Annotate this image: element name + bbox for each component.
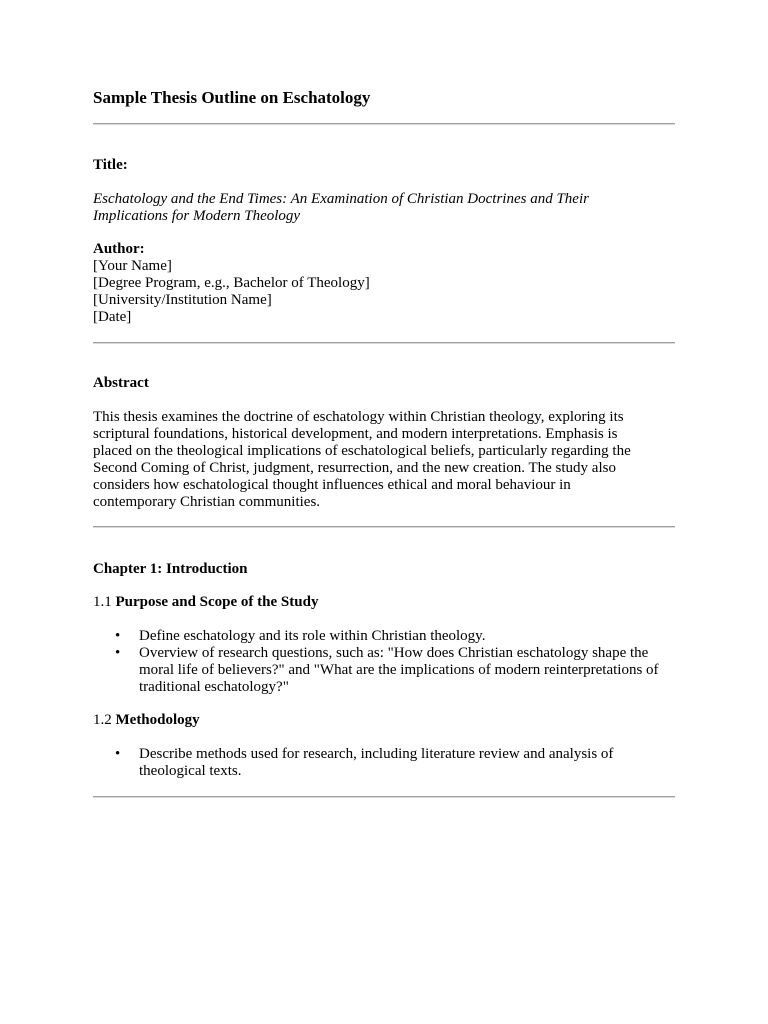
author-block — [93, 241, 675, 326]
date-placeholder: [Date] — [93, 309, 132, 325]
section-1-2-bullets — [93, 746, 675, 780]
horizontal-rule — [93, 796, 675, 798]
abstract-heading: Abstract — [93, 375, 149, 391]
bullet-icon: • — [115, 746, 121, 762]
list-item — [93, 746, 675, 780]
section-1-1-heading — [93, 594, 675, 611]
section-number: 1.2 — [93, 712, 112, 728]
section-1-1-bullets — [93, 628, 675, 696]
horizontal-rule — [93, 123, 675, 125]
list-item-text: Define eschatology and its role within Christian theology. — [139, 628, 486, 644]
abstract-text: This thesis examines the doctrine of eschatology within Christian theology, exploring its scriptural foundations, historical development, and modern interpretations. Emphasis is placed on the theological implications of eschatological beliefs, particularly regarding the Second Coming of Christ, judgment, resurrection, and the new creation. The study also considers how eschatological thought influences ethical and moral behaviour in contemporary Christian communities. — [93, 409, 631, 510]
author-heading: Author: — [93, 241, 145, 257]
horizontal-rule — [93, 526, 675, 528]
chapter-1-heading: Chapter 1: Introduction — [93, 561, 248, 577]
section-1-2-heading — [93, 712, 675, 729]
thesis-title-text: Eschatology and the End Times: An Examination of Christian Doctrines and Their Implications for Modern Theology — [93, 191, 589, 224]
bullet-icon: • — [115, 645, 121, 661]
degree-program-placeholder: [Degree Program, e.g., Bachelor of Theology] — [93, 275, 370, 291]
list-item — [93, 645, 675, 696]
title-heading: Title: — [93, 157, 128, 173]
section-number: 1.1 — [93, 594, 112, 610]
list-item-text: Overview of research questions, such as: "How does Christian eschatology shape the moral life of believers?" and "What are the implications of modern reinterpretations of traditional eschatology?" — [139, 645, 659, 695]
list-item — [93, 628, 675, 645]
author-name-placeholder: [Your Name] — [93, 258, 172, 274]
list-item-text: Describe methods used for research, including literature review and analysis of theological texts. — [139, 746, 614, 779]
section-title: Methodology — [115, 712, 200, 728]
bullet-icon: • — [115, 628, 121, 644]
horizontal-rule — [93, 342, 675, 344]
section-title: Purpose and Scope of the Study — [115, 594, 319, 610]
institution-placeholder: [University/Institution Name] — [93, 292, 272, 308]
document-title: Sample Thesis Outline on Eschatology — [93, 88, 371, 107]
